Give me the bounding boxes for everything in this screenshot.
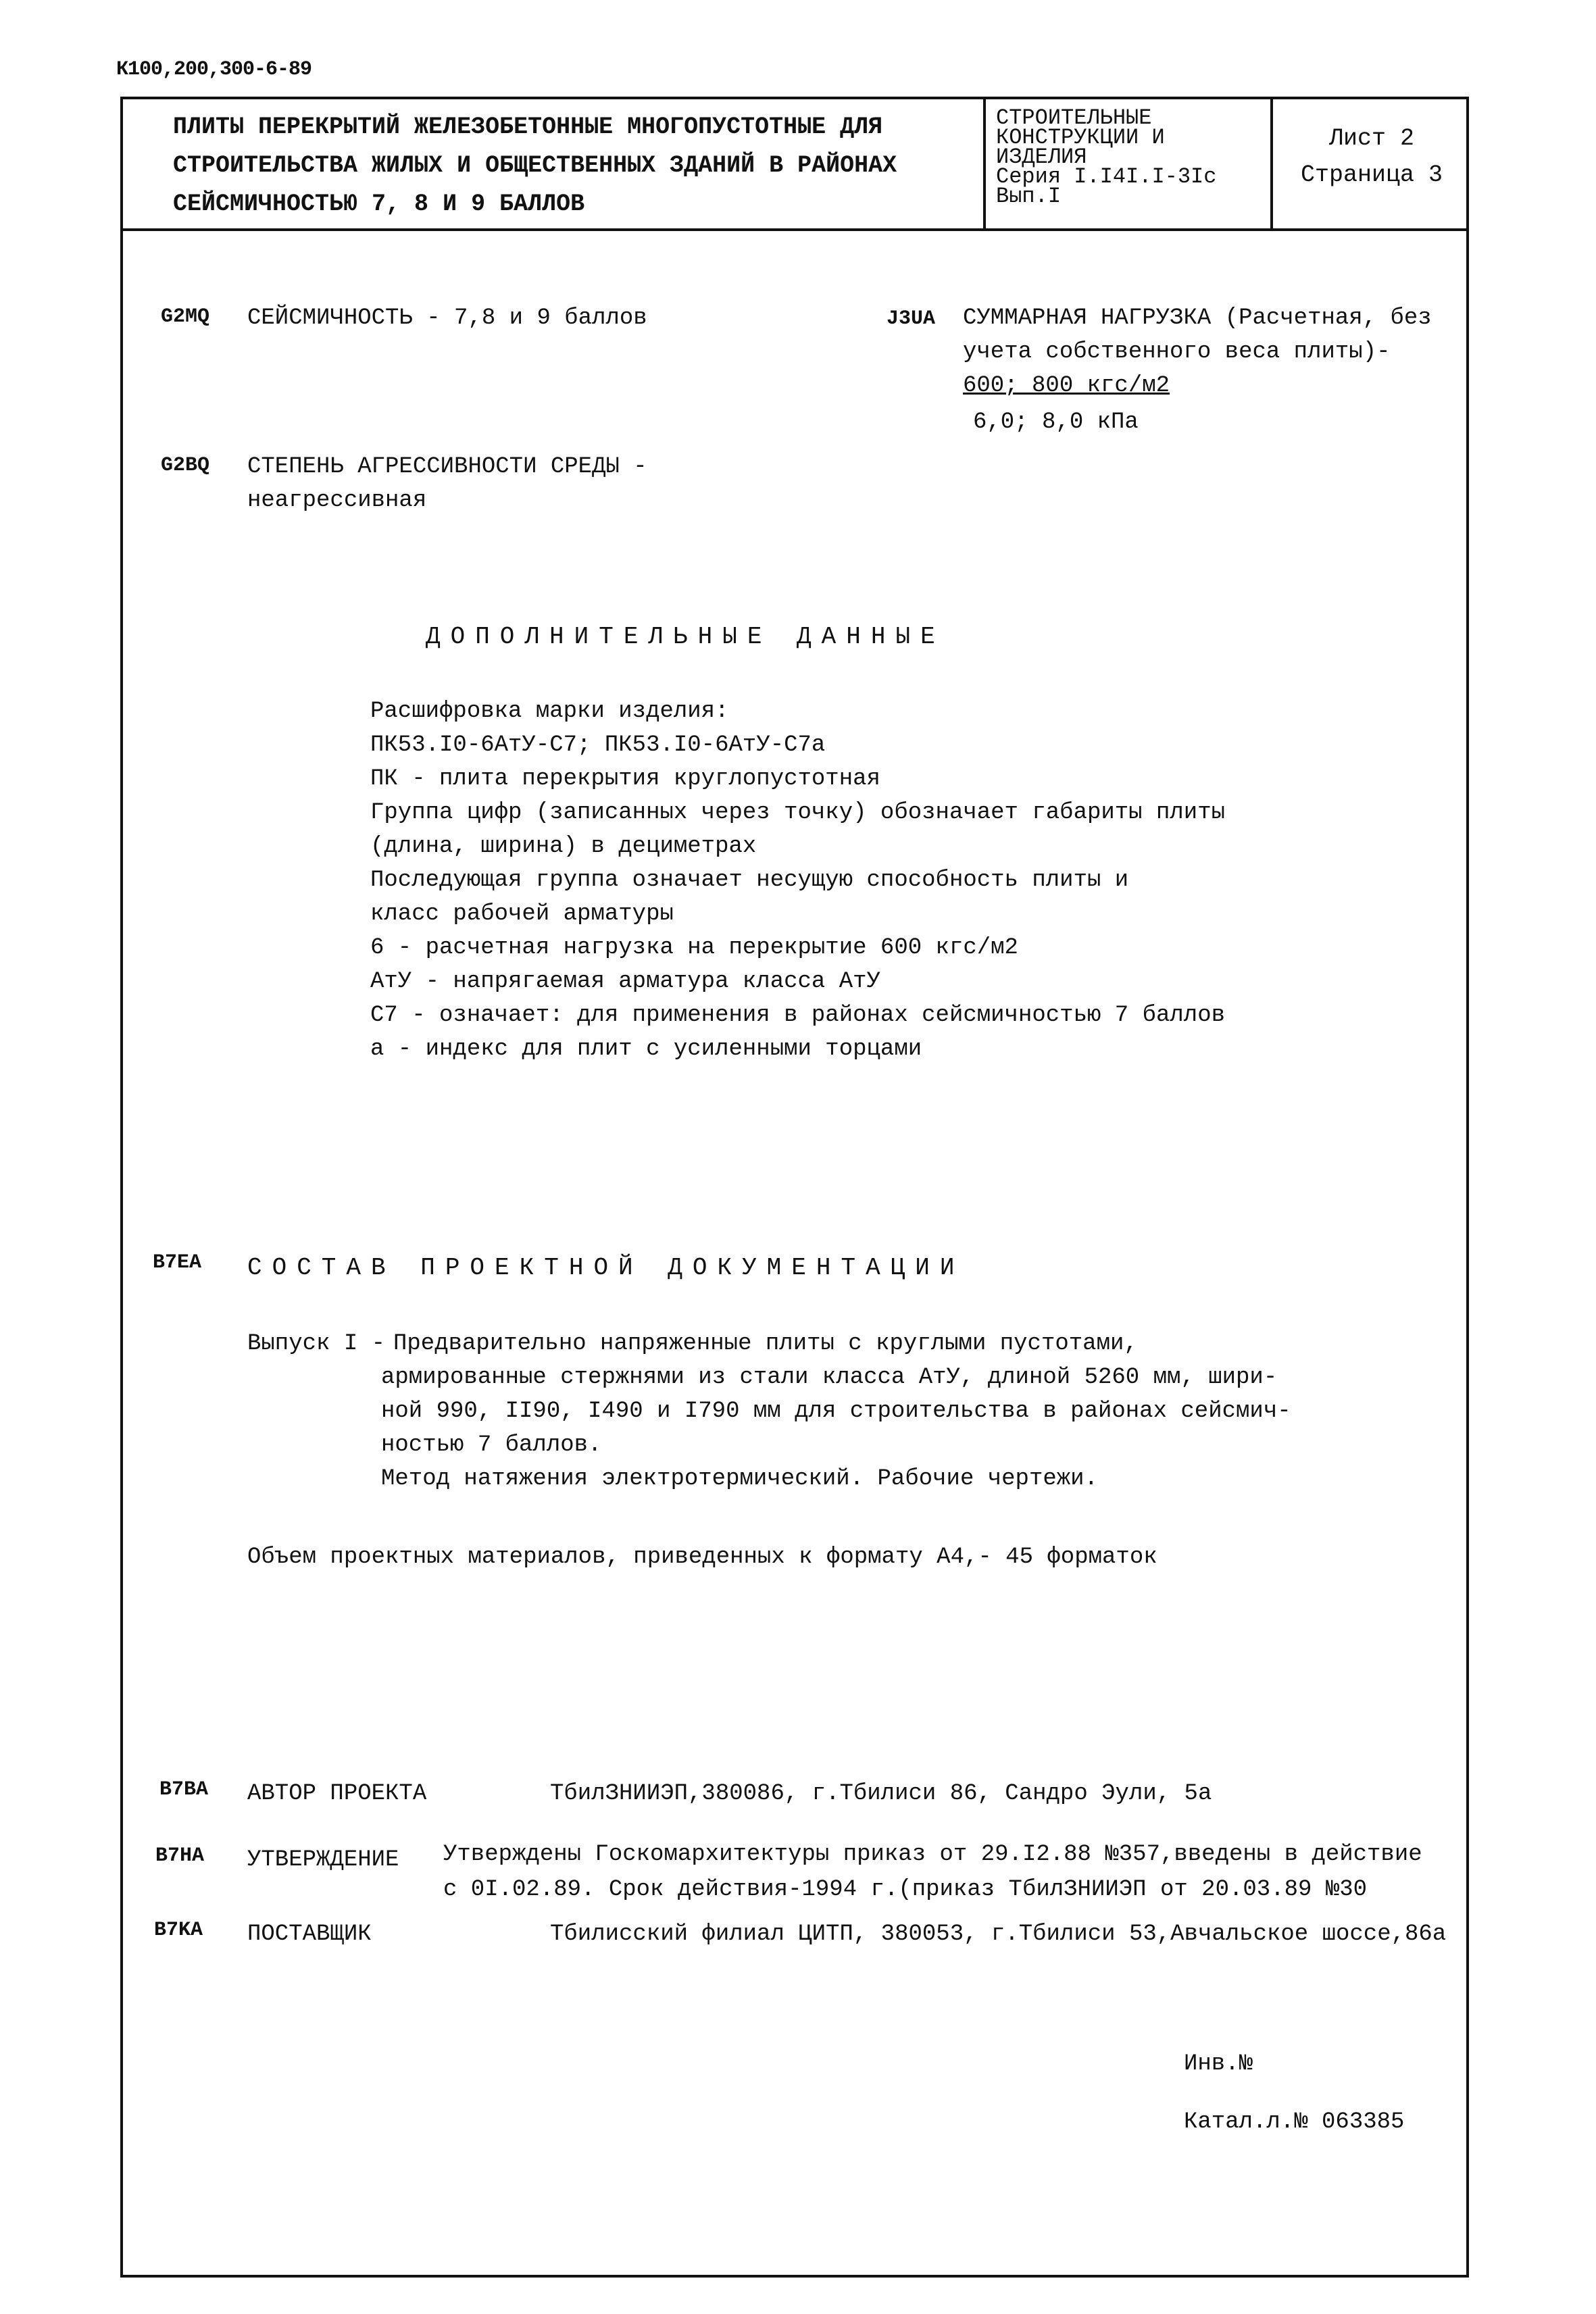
- composition-heading: СОСТАВ ПРОЕКТНОЙ ДОКУМЕНТАЦИИ: [247, 1254, 965, 1282]
- title-line: СЕЙСМИЧНОСТЬЮ 7, 8 И 9 БАЛЛОВ: [173, 191, 585, 218]
- approval-line: с 0I.02.89. Срок действия-1994 г.(приказ ТбилЗНИИЭП от 20.03.89 №30: [443, 1877, 1368, 1903]
- additional-line: Расшифровка марки изделия:: [370, 699, 729, 724]
- supplier-label: ПОСТАВЩИК: [247, 1921, 372, 1947]
- volume-text: Объем проектных материалов, приведенных к формату А4,- 45 форматок: [247, 1544, 1157, 1570]
- aggressiveness-line: СТЕПЕНЬ АГРЕССИВНОСТИ СРЕДЫ -: [247, 454, 647, 480]
- additional-line: ПК53.I0-6АтУ-С7; ПК53.I0-6АтУ-С7а: [370, 732, 826, 758]
- additional-line: АтУ - напрягаемая арматура класса АтУ: [370, 969, 880, 995]
- additional-line: Последующая группа означает несущую способность плиты и: [370, 867, 1129, 893]
- issue-line: армированные стержнями из стали класса АтУ, длиной 5260 мм, шири-: [381, 1365, 1278, 1390]
- additional-heading: ДОПОЛНИТЕЛЬНЫЕ ДАННЫЕ: [426, 623, 945, 651]
- additional-line: 6 - расчетная нагрузка на перекрытие 600 кгс/м2: [370, 935, 1018, 961]
- title-line: СТРОИТЕЛЬСТВА ЖИЛЫХ И ОБЩЕСТВЕННЫХ ЗДАНИЙ В РАЙОНАХ: [173, 152, 897, 179]
- series-line: ИЗДЕЛИЯ: [996, 145, 1087, 170]
- supplier-value: Тбилисский филиал ЦИТП, 380053, г.Тбилиси 53,Авчальское шоссе,86а: [550, 1921, 1447, 1947]
- load-value-kgf: 600; 800 кгс/м2: [963, 373, 1170, 399]
- document-title: [173, 108, 964, 224]
- issue-line: ностью 7 баллов.: [381, 1432, 602, 1458]
- header-divider-2: [1270, 97, 1273, 230]
- issue-label: Выпуск I -: [247, 1331, 386, 1357]
- additional-line: (длина, ширина) в дециметрах: [370, 834, 757, 859]
- approval-line: Утверждены Госкомархитектуры приказ от 29.I2.88 №357,введены в действие: [443, 1842, 1422, 1867]
- approval-code: B7HA: [155, 1844, 205, 1867]
- title-line: ПЛИТЫ ПЕРЕКРЫТИЙ ЖЕЛЕЗОБЕТОННЫЕ МНОГОПУСТОТНЫЕ ДЛЯ: [173, 114, 883, 141]
- seismic-code: G2MQ: [161, 305, 210, 328]
- series-line: Вып.I: [996, 184, 1062, 209]
- issue-line: Метод натяжения электротермический. Рабочие чертежи.: [381, 1466, 1098, 1492]
- composition-code: B7EA: [153, 1251, 202, 1274]
- issue-line: Предварительно напряженные плиты с круглыми пустотами,: [393, 1331, 1138, 1357]
- document-code: К100,200,300-6-89: [116, 58, 312, 81]
- additional-line: С7 - означает: для применения в районах сейсмичностью 7 баллов: [370, 1003, 1226, 1028]
- load-code: J3UA: [887, 307, 936, 330]
- series-line: СТРОИТЕЛЬНЫЕ: [996, 105, 1152, 130]
- series-line: КОНСТРУКЦИИ И: [996, 125, 1165, 150]
- load-line: СУММАРНАЯ НАГРУЗКА (Расчетная, без: [963, 305, 1432, 331]
- issue-line: ной 990, II90, I490 и I790 мм для строительства в районах сейсмич-: [381, 1399, 1291, 1424]
- author-code: B7BA: [159, 1778, 209, 1801]
- aggressiveness-code: G2BQ: [161, 454, 210, 477]
- header-divider: [120, 228, 1469, 231]
- series-line: Серия I.I4I.I-3Ic: [996, 164, 1217, 189]
- header-divider-1: [983, 97, 986, 230]
- additional-line: Группа цифр (записанных через точку) обозначает габариты плиты: [370, 800, 1226, 826]
- sheet-number: Лист 2: [1328, 125, 1415, 152]
- issue-block: [381, 1327, 1291, 1496]
- inventory-number: Инв.№: [1184, 2051, 1253, 2077]
- seismic-text: СЕЙСМИЧНОСТЬ - 7,8 и 9 баллов: [247, 305, 647, 331]
- author-value: ТбилЗНИИЭП,380086, г.Тбилиси 86, Сандро Эули, 5а: [550, 1781, 1212, 1807]
- catalog-number: Катал.л.№ 063385: [1184, 2109, 1405, 2135]
- load-line: учета собственного веса плиты)-: [963, 339, 1391, 365]
- additional-line: класс рабочей арматуры: [370, 901, 674, 927]
- supplier-code: B7KA: [154, 1919, 203, 1942]
- author-label: АВТОР ПРОЕКТА: [247, 1781, 427, 1807]
- approval-label: УТВЕРЖДЕНИЕ: [247, 1847, 399, 1873]
- page-number: Страница 3: [1300, 161, 1443, 188]
- additional-block: [370, 695, 1225, 1066]
- additional-line: ПК - плита перекрытия круглопустотная: [370, 766, 880, 792]
- aggressiveness-line: неагрессивная: [247, 488, 427, 513]
- load-value-kpa: 6,0; 8,0 кПа: [973, 409, 1139, 435]
- series-block: [996, 105, 1260, 209]
- additional-line: а - индекс для плит с усиленными торцами: [370, 1036, 922, 1062]
- sheet-block: [1284, 120, 1460, 193]
